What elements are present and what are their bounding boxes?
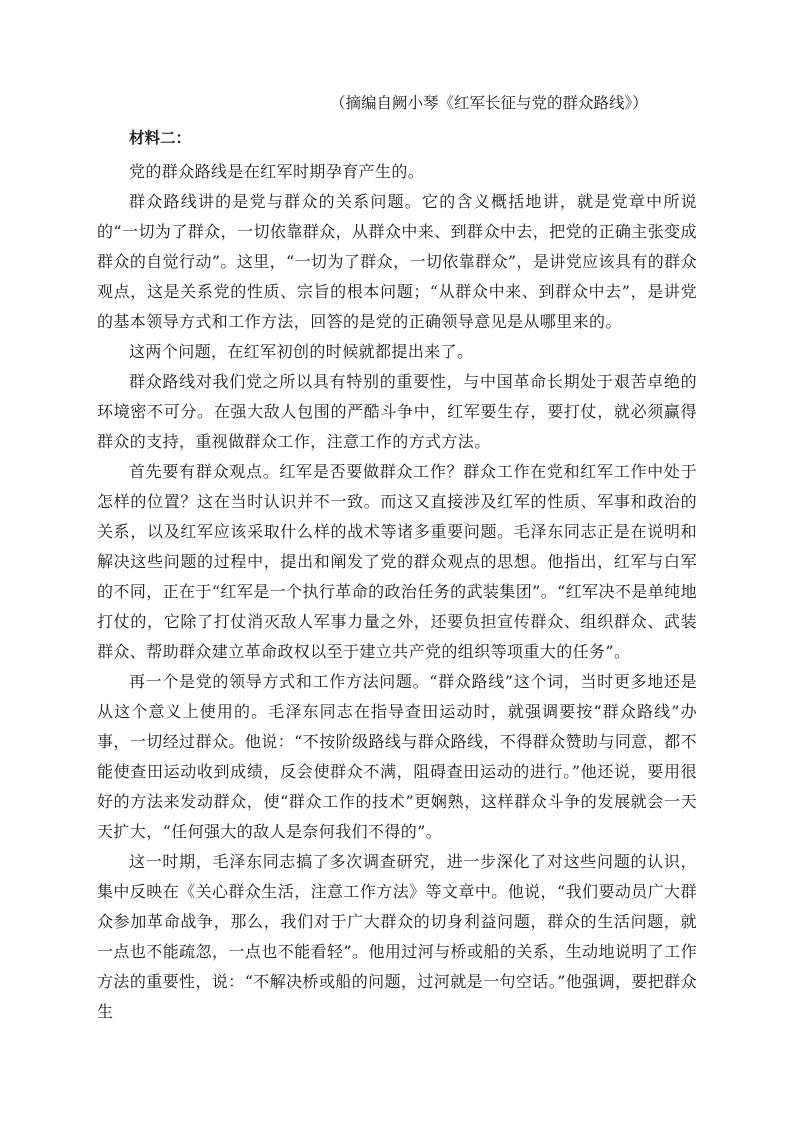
paragraph: 再一个是党的领导方式和工作方法问题。“群众路线”这个词，当时更多地还是从这个意义上使用的。毛泽东同志在指导查田运动时，就强调要按“群众路线”办事，一切经过群众。他说：“不按阶级路线与群众路线，不得群众赞助与同意，都不能使查田运动收到成绩，反会使群众不满，阻碍查田运动的进行。”他还说，要用很好的方法来发动群众，使“群众工作的技术”更娴熟，这样群众斗争的发展就会一天天扩大，“任何强大的敌人是奈何我们不得的”。 <box>97 672 697 841</box>
paragraph: 首先要有群众观点。红军是否要做群众工作？群众工作在党和红军工作中处于怎样的位置？这在当时认识并不一致。而这又直接涉及红军的性质、军事和政治的关系，以及红军应该采取什么样的战术等诸多重要问题。毛泽东同志正是在说明和解决这些问题的过程中，提出和阐发了党的群众观点的思想。他指出，红军与白军的不同，正在于“红军是一个执行革命的政治任务的武装集团”。“红军决不是单纯地打仗的，它除了打仗消灭敌人军事力量之外，还要负担宣传群众、组织群众、武装群众、帮助群众建立革命政权以至于建立共产党的组织等项重大的任务”。 <box>97 462 697 661</box>
section-heading: 材料二： <box>129 128 192 147</box>
paragraph: 这一时期，毛泽东同志搞了多次调查研究，进一步深化了对这些问题的认识，集中反映在《关心群众生活，注意工作方法》等文章中。他说，“我们要动员广大群众参加革命战争，那么，我们对于广大群众的切身利益问题，群众的生活问题，就一点也不能疏忽，一点也不能看轻”。他用过河与桥或船的关系，生动地说明了工作方法的重要性，说：“不解决桥或船的问题，过河就是一句空话。”他强调，要把群众生 <box>97 852 697 1021</box>
paragraph: 党的群众路线是在红军时期孕育产生的。 <box>129 162 425 181</box>
paragraph: 群众路线讲的是党与群众的关系问题。它的含义概括地讲，就是党章中所说的“一切为了群众，一切依靠群众，从群众中来、到群众中去，把党的正确主张变成群众的自觉行动”。这里，“一切为了群众，一切依靠群众”，是讲党应该具有的群众观点，这是关系党的性质、宗旨的根本问题；“从群众中来、到群众中去”，是讲党的基本领导方式和工作方法，回答的是党的正确领导意见是从哪里来的。 <box>97 192 697 331</box>
document-body <box>97 157 697 1027</box>
paragraph: 群众路线对我们党之所以具有特别的重要性，与中国革命长期处于艰苦卓绝的环境密不可分。在强大敌人包围的严酷斗争中，红军要生存，要打仗，就必须赢得群众的支持，重视做群众工作，注意工作的方式方法。 <box>97 372 697 451</box>
paragraph: 这两个问题，在红军初创的时候就都提出来了。 <box>129 342 474 361</box>
source-citation: （摘编自阙小琴《红军长征与党的群众路线》） <box>330 94 648 112</box>
